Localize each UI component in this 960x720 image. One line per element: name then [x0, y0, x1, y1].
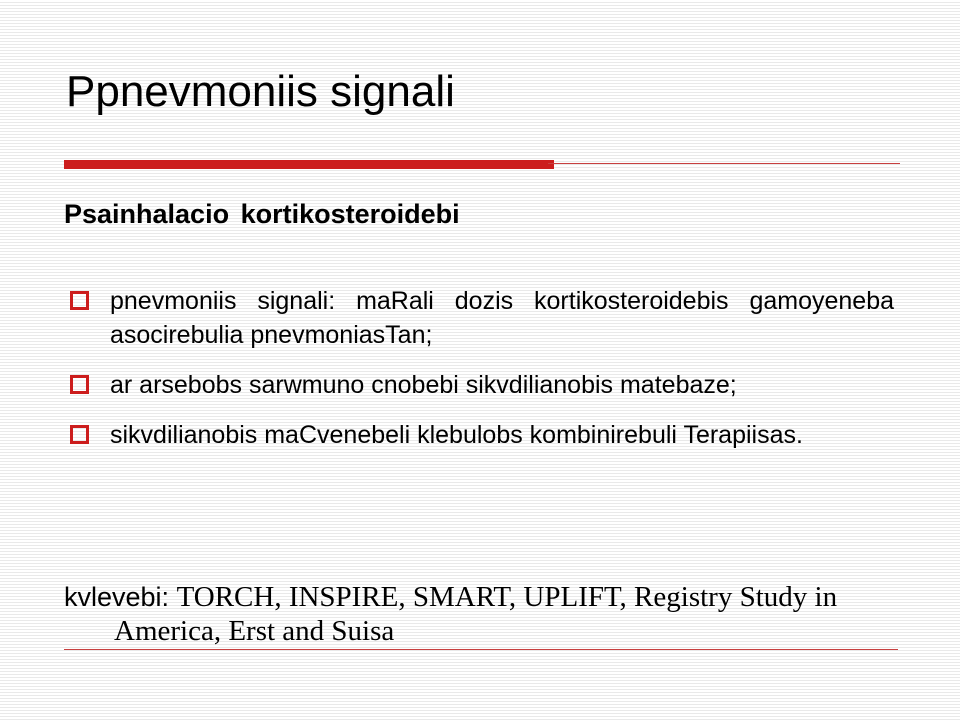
slide-title: Ppnevmoniis signali	[66, 67, 455, 116]
studies-label: kvlevebi:	[64, 582, 177, 612]
bullet-text: pnevmoniis signali: maRali dozis kortikosteroidebis gamoyeneba asocirebulia pnevmoniasTan;	[110, 287, 894, 349]
studies-names: TORCH, INSPIRE, SMART, UPLIFT, Registry Study in America, Erst and Suisa	[114, 581, 838, 647]
hollow-square-bullet-icon	[70, 291, 89, 310]
title-divider-line	[548, 163, 900, 164]
bullet-text: ar arsebobs sarwmuno cnobebi sikvdilianobis matebaze;	[110, 371, 737, 399]
bullet-list	[64, 284, 894, 452]
bottom-divider-line	[64, 649, 898, 650]
bullet-text: sikvdilianobis maCvenebeli klebulobs kombinirebuli Terapiisas.	[110, 421, 803, 449]
bullet-item	[64, 284, 894, 352]
hollow-square-bullet-icon	[70, 425, 89, 444]
hollow-square-bullet-icon	[70, 375, 89, 394]
bullet-item	[64, 368, 894, 402]
studies-paragraph	[64, 580, 944, 648]
bullet-item	[64, 418, 894, 452]
slide-subtitle: Psainhalacio kortikosteroidebi	[64, 199, 460, 229]
title-accent-bar	[64, 160, 554, 169]
